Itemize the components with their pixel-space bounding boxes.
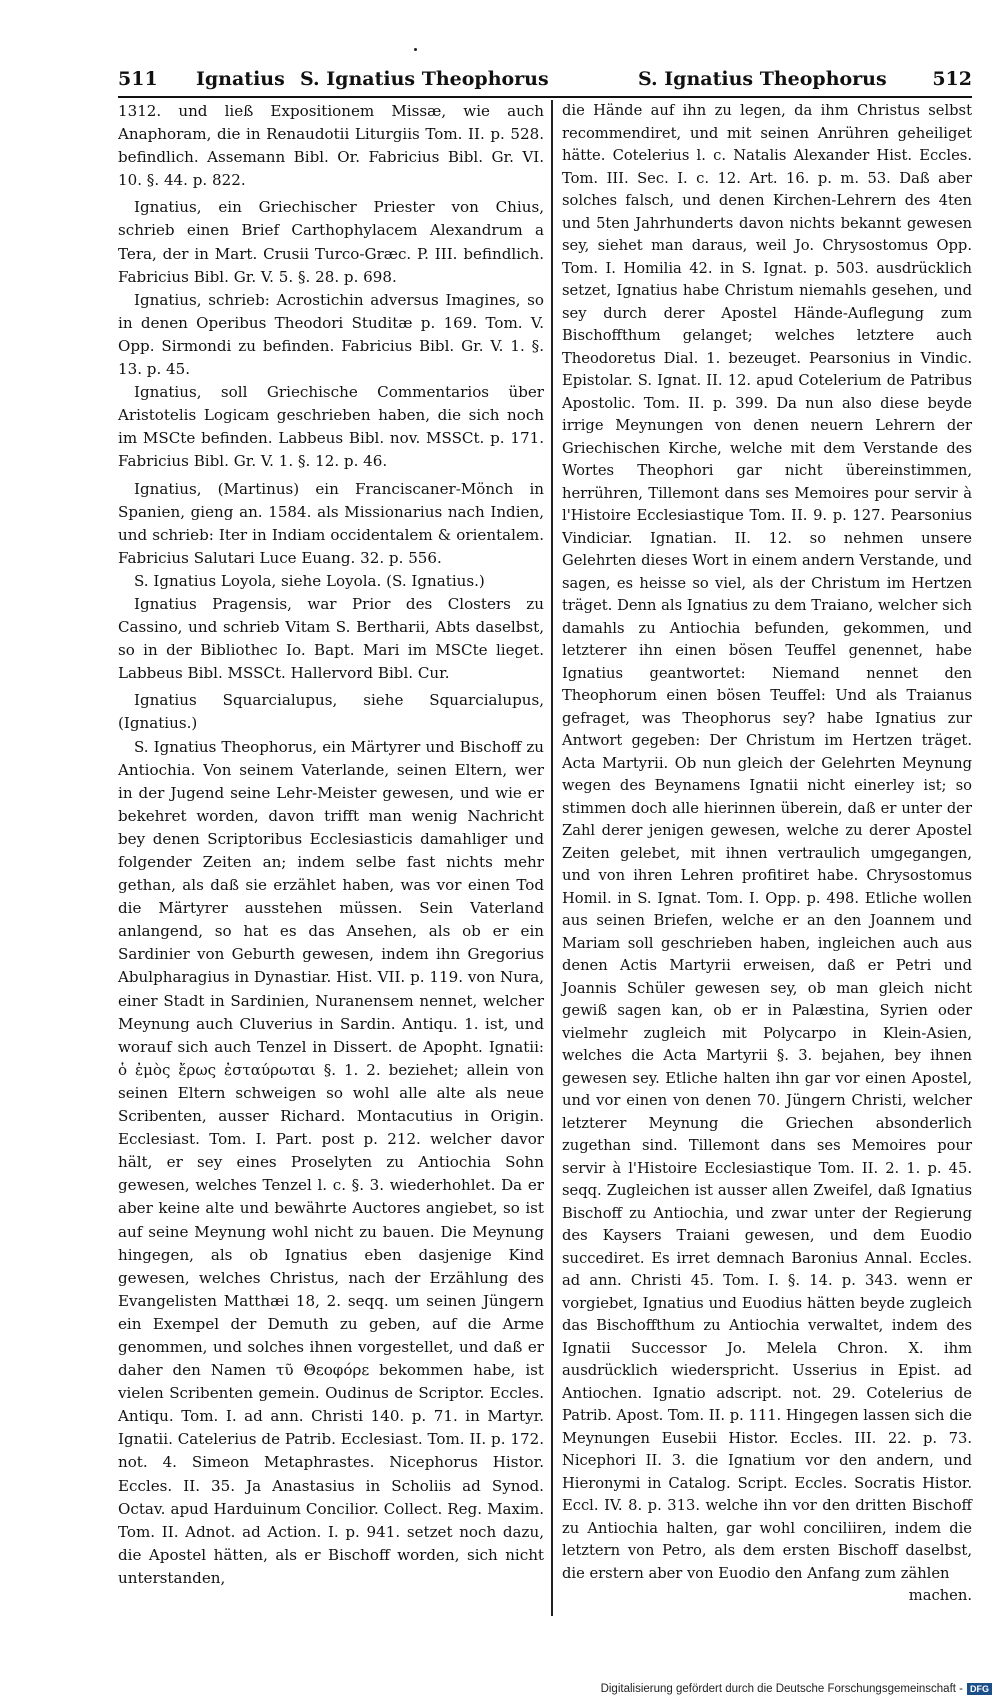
right-column [562,100,972,1608]
digitization-credit [601,1683,992,1695]
entry-ignatius-loyola: S. Ignatius Loyola, siehe Loyola. (S. Ignatius.) [134,571,485,590]
header-rule [118,96,972,98]
ink-speck [414,48,417,51]
left-column [118,100,544,1590]
entry-ignatius-acrostichis: Ignatius, schrieb: Acrostichin adversus Imagines, so in denen Operibus Theodori Studitæ p. 169. Tom. V. Opp. Sirmondi zu befinden. Fabricius Bibl. Gr. V. 1. §. 13. p. 45. [118,290,544,379]
dfg-logo: DFG [967,1683,992,1695]
entry-theophorus-continued: die Hände auf ihn zu legen, da ihm Christus selbst recommendiret, und mit seinen Anrühren geheiliget hätte. Cotelerius l. c. Natalis Alexander Hist. Eccles. Tom. III. Sec. I. c. 12. Art. 16. p. m. 53. Daß aber solches falsch, und denen Kirchen-Lehrern des 4ten und 5ten Jahrhunderts davon nichts bekannt gewesen sey, siehet man daraus, weil Jo. Chrysostomus Opp. Tom. I. Homilia 42. in S. Ignat. p. 503. ausdrücklich setzet, Ignatius habe Christum niemahls gesehen, und sey durch derer Apostel Hände-Auflegung zum Bischoffthum gelanget; welches letztere auch Theodoretus Dial. 1. bezeuget. Pearsonius in Vindic. Epistolar. S. Ignat. II. 12. apud Cotelerium de Patribus Apostolic. Tom. II. p. 399. Da nun also diese beyde irrige Meynungen von denen neuern Lehrern der Griechischen Kirche, welche mit dem Verstande des Wortes Theophori gar nicht übereinstimmen, herrühren, Tillemont dans ses Memoires pour servir à l'Histoire Ecclesiastique Tom. II. 9. p. 127. Pearsonius Vindiciar. Ignatian. II. 12. so nehmen unsere Gelehrten dieses Wort in einem andern Verstande, und sagen, es heisse so viel, als der Christum im Hertzen träget. Denn als Ignatius zu dem Traiano, welcher sich damahls zu Antiochia befunden, gekommen, und letzterer ihn einen bösen Teuffel genennet, habe Ignatius geantwortet: Niemand nennet den Theophorum einen bösen Teuffel: Und als Traianus gefraget, was Theophorus sey? habe Ignatius zur Antwort gegeben: Der Christum im Hertzen träget. Acta Martyrii. Ob nun gleich der Gelehrten Meynung wegen des Beynamens Ignatii nicht einerley ist; so stimmen doch alle hierinnen überein, daß er unter der Zahl derer jenigen gewesen, welche zu derer Apostel Zeiten gelebet, mit ihnen vertraulich umgegangen, und von ihren Lehren profitiret habe. Chrysostomus Homil. in S. Ignat. Tom. I. Opp. p. 498. Etliche wollen aus seinen Briefen, welche er an den Joannem und Mariam soll geschrieben haben, ingleichen auch aus denen Actis Martyrii erweisen, daß er Petri und Joannis Schüler gewesen sey, ob man gleich nicht gewiß sagen kan, ob er in Palæstina, Syrien oder vielmehr zugleich mit Polycarpo in Klein-Asien, welches die Acta Martyrii §. 3. bejahen, bey ihnen gewesen sey. Etliche halten ihn gar vor einen Apostel, und vor einen von denen 70. Jüngern Christi, welcher letzterer Meynung die Griechen absonderlich zugethan sind. Tillemont dans ses Memoires pour servir à l'Histoire Ecclesiastique Tom. II. 2. 1. p. 45. seqq. Zugleichen ist ausser allen Zweifel, daß Ignatius Bischoff zu Antiochia, und zwar unter der Regierung des Kaysers Traiani gewesen, und dem Euodio succediret. Es irret demnach Baronius Annal. Eccles. ad ann. Christi 45. Tom. I. §. 14. p. 343. wenn er vorgiebet, Ignatius und Euodius hätten beyde zugleich das Bischoffthum zu Antiochia verwaltet, indem des Ignatii Successor Jo. Melela Chron. X. ihm ausdrücklich wiederspricht. Usserius in Epist. ad Antiochen. Ignatio adscript. not. 29. Cotelerius de Patrib. Apost. Tom. II. p. 111. Hingegen lassen sich die Meynungen Eusebii Histor. Eccles. III. 22. p. 73. Nicephori II. 3. die Ignatium vor den andern, und Hieronymi in Catalog. Script. Eccles. Socratis Histor. Eccl. IV. 8. p. 313. welche ihn vor den dritten Bischoff zu Antiochia halten, gar wohl conciliiren, indem die letztern von Petro, als dem ersten Bischoff daselbst, die erstern aber von Euodio den Anfang zum zählen [562,102,972,1582]
entry-final-word: machen. [908,1587,972,1604]
left-running-word: Ignatius [196,68,285,90]
left-page-number: 511 [118,68,158,90]
entry-ignatius-chius: Ignatius, ein Griechischer Priester von Chius, schrieb einen Brief Carthophylacem Alexandrum a Tera, der in Mart. Crusii Turco-Græc. P. III. befindlich. Fabricius Bibl. Gr. V. 5. §. 28. p. 698. [118,198,544,286]
entry-ignatius-theophorus: S. Ignatius Theophorus, ein Märtyrer und Bischoff zu Antiochia. Von seinem Vaterlande, seinen Eltern, wer in der Jugend seine Lehr-Meister gewesen, und wie er bekehret worden, davon trifft man wenig Nachricht bey denen Scriptoribus Ecclesiasticis damahliger und folgender Zeiten an; indem selbe fast nichts mehr gethan, als daß sie erzählet haben, was vor einen Tod die Märtyrer ausstehen müssen. Sein Vaterland anlangend, so hat es das Ansehen, als ob er ein Sardinier von Geburth gewesen, indem ihn Gregorius Abulpharagius in Dynastiar. Hist. VII. p. 119. von Nura, einer Stadt in Sardinien, Nuranensem nennet, welcher Meynung auch Cluverius in Sardin. Antiqu. 1. ist, und worauf sich auch Tenzel in Dissert. de Apopht. Ignatii: ὁ ἐμὸς ἔρως ἐσταύρωται §. 1. 2. beziehet; allein von seinen Eltern schweigen so wohl alle alte als neue Scribenten, ausser Richard. Montacutius in Origin. Ecclesiast. Tom. I. Part. post p. 212. welcher davor hält, er sey eines Proselyten zu Antiochia Sohn gewesen, welches Tenzel l. c. §. 3. wiederhohlet. Da er aber keine alte und bewährte Auctores angiebet, so ist auf seine Meynung wohl nicht zu bauen. Die Meynung hingegen, als ob Ignatius eben dasjenige Kind gewesen, welches Christus, nach der Erzählung des Evangelisten Matthæi 18, 2. seqq. um seinen Jüngern ein Exempel der Demuth zu geben, auf die Arme genommen, und solches ihnen vorgestellet, und daß er daher den Namen τῦ Θεοφόρε bekommen habe, ist vielen Scribenten gemein. Oudinus de Scriptor. Eccles. Antiqu. Tom. I. ad ann. Christi 140. p. 71. in Martyr. Ignatii. Catelerius de Patrib. Ecclesiast. Tom. II. p. 172. not. 4. Simeon Metaphrastes. Nicephorus Histor. Eccles. II. 35. Ja Anastasius in Scholiis ad Synod. Octav. apud Harduinum Concilior. Collect. Reg. Maxim. Tom. II. Adnot. ad Action. I. p. 941. setzet noch dazu, die Apostel hätten, als er Bischoff worden, sich nicht unterstanden, [118,737,544,1587]
running-header [118,62,972,96]
credit-text: Digitalisierung gefördert durch die Deutsche Forschungsgemeinschaft - [600,1683,963,1695]
right-running-title: S. Ignatius Theophorus [638,68,887,90]
entry-ignatius-squarcialupus: Ignatius Squarcialupus, siehe Squarcialupus, (Ignatius.) [118,691,544,733]
column-divider [551,100,553,1616]
left-running-title: S. Ignatius Theophorus [300,68,549,90]
entry-ignatius-martinus: Ignatius, (Martinus) ein Franciscaner-Mönch in Spanien, gieng an. 1584. als Missionarius nach Indien, und schrieb: Iter in Indiam occidentalem & orientalem. Fabricius Salutari Luce Euang. 32. p. 556. [118,479,544,567]
entry-ignatius-pragensis: Ignatius Pragensis, war Prior des Closters zu Cassino, und schrieb Vitam S. Bertharii, Abts daselbst, so in der Bibliothec Io. Bapt. Mari im MSCte lieget. Labbeus Bibl. MSSCt. Hallervord Bibl. Cur. [118,594,544,683]
entry-continuation: 1312. und ließ Expositionem Missæ, wie auch Anaphoram, die in Renaudotii Liturgiis Tom. II. p. 528. befindlich. Assemann Bibl. Or. Fabricius Bibl. Gr. VI. 10. §. 44. p. 822. [118,102,544,190]
right-page-number: 512 [932,68,972,90]
entry-ignatius-commentarios: Ignatius, soll Griechische Commentarios über Aristotelis Logicam geschrieben haben, die sich noch im MSCte befinden. Labbeus Bibl. nov. MSSCt. p. 171. Fabricius Bibl. Gr. V. 1. §. 12. p. 46. [118,383,544,471]
